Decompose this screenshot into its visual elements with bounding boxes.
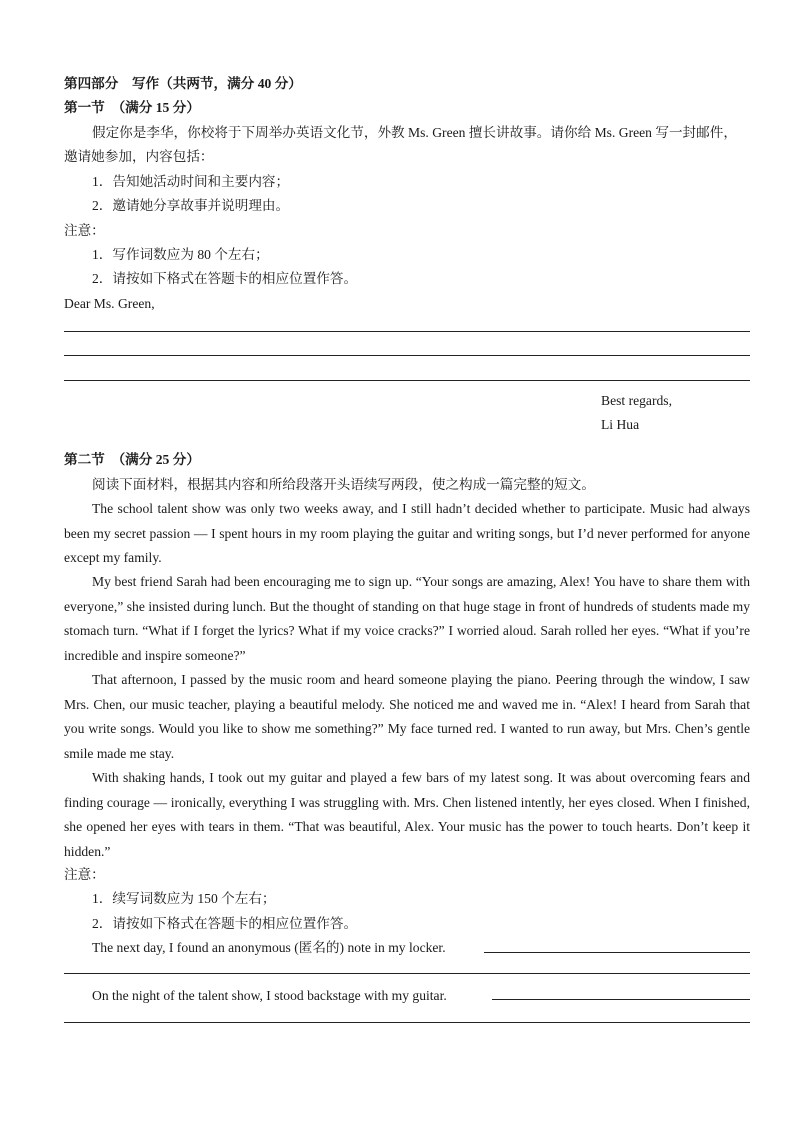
writing-line: [484, 952, 750, 953]
section1-note: 2．请按如下格式在答题卡的相应位置作答。: [92, 271, 358, 286]
section2-note: 2．请按如下格式在答题卡的相应位置作答。: [92, 916, 358, 931]
writing-line: [64, 380, 750, 381]
section1-note-label: 注意：: [64, 223, 105, 238]
story-paragraph: The school talent show was only two weeks away, and I still hadn’t decided whether to participate. Music had always been my secret passion — I spent hours in my room playing the guitar and writing songs, but I’d never performed for anyone except my family.: [64, 501, 750, 566]
letter-greeting: Dear Ms. Green,: [64, 296, 155, 311]
story-paragraph: With shaking hands, I took out my guitar and played a few bars of my latest song. It was about overcoming fears and finding courage — ironically, everything I was struggling with. Mrs. Chen listened intently, her eyes closed. When I finished, she opened her eyes with tears in them. “That was beautiful, Alex. Your music has the power to touch hearts. Don’t keep it hidden.”: [64, 770, 750, 859]
writing-line: [492, 999, 750, 1000]
continuation-starter-1: The next day, I found an anonymous (匿名的) note in my locker.: [92, 940, 446, 955]
continuation-starter-2: On the night of the talent show, I stood backstage with my guitar.: [92, 988, 447, 1003]
section1-prompt-line1: 假定你是李华，你校将于下周举办英语文化节，外教 Ms. Green 擅长讲故事。请你给 Ms. Green 写一封邮件，: [92, 125, 737, 140]
section1-item: 2．邀请她分享故事并说明理由。: [92, 198, 290, 213]
writing-line: [64, 355, 750, 356]
writing-line: [64, 973, 750, 974]
section1-prompt-line2: 邀请她参加，内容包括：: [64, 149, 214, 164]
letter-signature: Li Hua: [601, 417, 640, 432]
section1-title: 第一节 （满分 15 分）: [64, 100, 200, 115]
writing-line: [64, 331, 750, 332]
story-paragraph: That afternoon, I passed by the music room and heard someone playing the piano. Peering through the window, I saw Mrs. Chen, our music teacher, playing a beautiful melody. She noticed me and waved me in. “Alex! I heard from Sarah that you write songs. Would you like to show me something?” My face turned red. I wanted to run away, but Mrs. Chen’s gentle smile made me stay.: [64, 672, 750, 761]
story-paragraph: My best friend Sarah had been encouraging me to sign up. “Your songs are amazing, Alex! You have to share them with everyone,” she insisted during lunch. But the thought of standing on that huge stage in front of hundreds of students made my stomach turn. “What if I forget the lyrics? What if my voice cracks?” I worried aloud. Sarah rolled her eyes. “What if you’re incredible and inspire someone?”: [64, 574, 750, 663]
section2-note-label: 注意：: [64, 867, 105, 882]
section1-item: 1．告知她活动时间和主要内容；: [92, 174, 290, 189]
section1-note: 1．写作词数应为 80 个左右；: [92, 247, 269, 262]
part-title: 第四部分 写作（共两节，满分 40 分）: [64, 76, 302, 91]
section2-title: 第二节 （满分 25 分）: [64, 452, 200, 467]
section2-instruction: 阅读下面材料，根据其内容和所给段落开头语续写两段，使之构成一篇完整的短文。: [92, 477, 595, 492]
section2-note: 1．续写词数应为 150 个左右；: [92, 891, 276, 906]
writing-line: [64, 1022, 750, 1023]
letter-closing: Best regards,: [601, 393, 672, 408]
